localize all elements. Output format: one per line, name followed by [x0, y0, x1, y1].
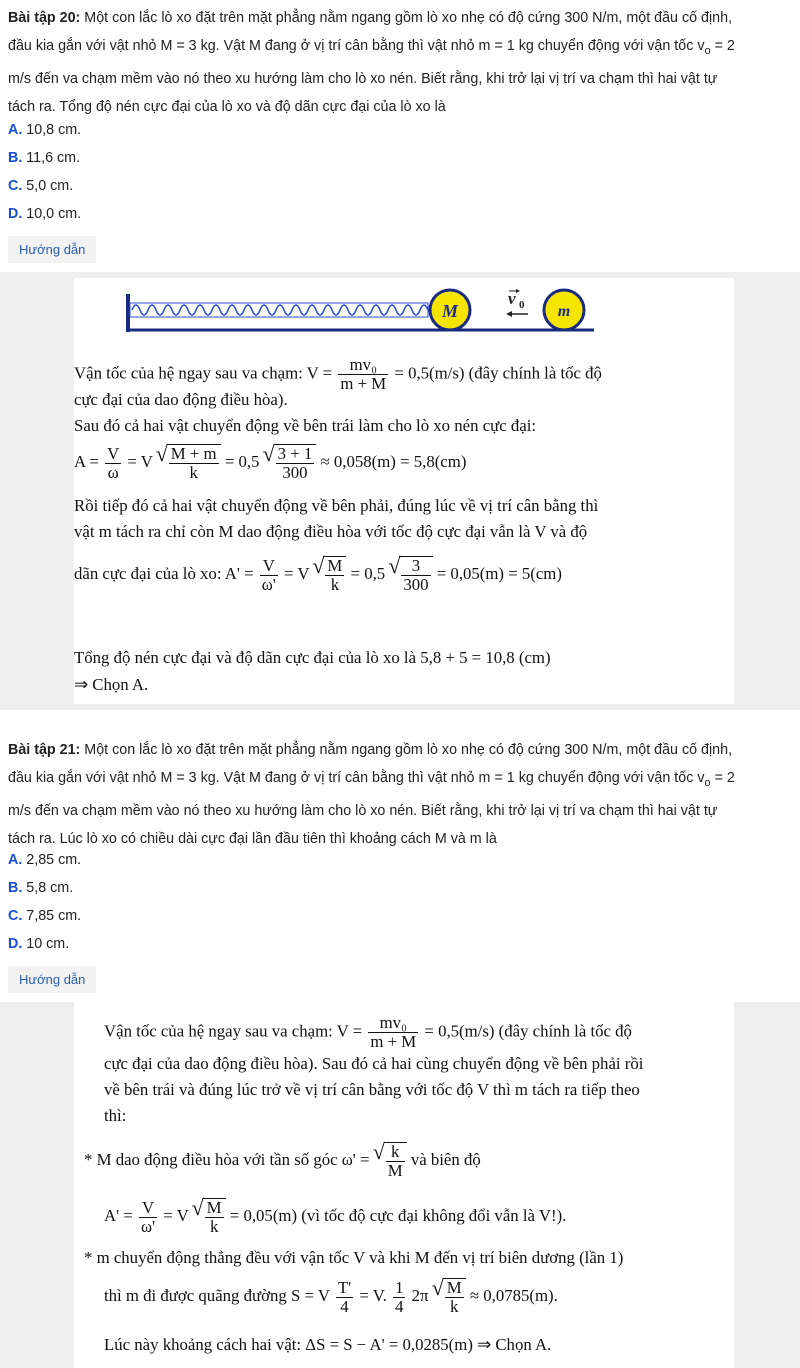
solution-image-q21 — [74, 1002, 734, 1368]
question-21-title: Bài tập 21: — [8, 742, 81, 758]
sol21-line5: * M dao động điều hòa với tần số góc ω' = √ $\frac{k}{M}$ và biên độ — [84, 1142, 481, 1180]
velocity-label: v — [508, 289, 516, 308]
question-20-text: Bài tập 20: Một con lắc lò xo đặt trên mặt phẳng nằm ngang gồm lò xo nhẹ có độ cứng 300 N/m, một đầu cố định, đầu kia gắn với vật nhỏ M = 3 kg. Vật M đang ở vị trí cân bằng thì vật nhỏ m = 1 kg chuyển động với vận tốc $v_o = 2$ m/s đến va chạm mềm vào nó theo xu hướng làm cho lò xo nén. Biết rằng, khi trở lại vị trí va chạm thì hai vật tự tách ra. Tổng độ nén cực đại của lò xo và độ dãn cực đại của lò xo là — [8, 10, 735, 115]
question-21-options — [8, 846, 81, 958]
option-c[interactable]: C. 7,85 cm. — [8, 908, 82, 924]
spring-diagram — [124, 284, 594, 336]
spring-coils — [130, 303, 428, 317]
mass-M-label: M — [441, 301, 459, 321]
sol21-line3: về bên trái và đúng lúc trở về vị trí cân bằng với tốc độ V thì m tách ra tiếp theo — [104, 1080, 640, 1099]
option-a[interactable]: A. 10,8 cm. — [8, 122, 82, 138]
sol20-line9: ⇒ Chọn A. — [74, 675, 149, 694]
option-d[interactable]: D. 10 cm. — [8, 936, 70, 952]
sol20-line5: Rồi tiếp đó cả hai vật chuyển động về bên phải, đúng lúc về vị trí cân bằng thì — [74, 496, 599, 515]
sol20-line1: Vận tốc của hệ ngay sau va chạm: V = $\frac{\text{mv₀}}{m + M}$ = 0,5(m/s) (đây chính là tốc độ — [74, 355, 602, 393]
sol21-line8: thì m đi được quãng đường S = V $\frac{T'}{4}$ = V. $\frac{1}{4}$ 2π √ $\frac{M}{k}$ ≈ 0,0785(m). — [104, 1278, 558, 1316]
sol21-line9: Lúc này khoảng cách hai vật: ΔS = S − A' = 0,0285(m) ⇒ Chọn A. — [104, 1335, 552, 1354]
question-20-title: Bài tập 20: — [8, 10, 81, 26]
solution-image-q20 — [74, 278, 734, 704]
hint-toggle-q20[interactable]: Hướng dẫn — [8, 236, 96, 263]
sol20-line4: A = $\frac{V}{\omega}$ = V √ $\frac{M + m}{k}$ = 0,5 √ $\frac{3 + 1}{300}$ ≈ 0,058(m) = 5,8(cm) — [74, 444, 466, 482]
mass-m-label: m — [557, 303, 571, 320]
sol20-line6: vật m tách ra chỉ còn M dao động điều hòa với tốc độ cực đại vẫn là V và độ — [74, 522, 588, 541]
option-b[interactable]: B. 11,6 cm. — [8, 150, 81, 166]
sol20-line3: Sau đó cả hai vật chuyển động về bên trái làm cho lò xo nén cực đại: — [74, 416, 537, 435]
option-b[interactable]: B. 5,8 cm. — [8, 880, 74, 896]
hint-toggle-q21[interactable]: Hướng dẫn — [8, 966, 96, 993]
sol21-line1: Vận tốc của hệ ngay sau va chạm: V = $\frac{\text{mv₀}}{m + M}$ = 0,5(m/s) (đây chính là tốc độ — [104, 1013, 632, 1051]
sol21-line6: A' = $\frac{V}{\omega'}$ = V √ $\frac{M}{k}$ = 0,05(m) (vì tốc độ cực đại không đổi vẫn là V!). — [104, 1198, 566, 1236]
sol20-line7: dãn cực đại của lò xo: A' = $\frac{V}{\omega'}$ = V √ $\frac{M}{k}$ = 0,5 √ $\frac{3}{300}$ = 0,05(m) = 5(cm) — [74, 556, 562, 594]
solution-panel-q21 — [0, 1002, 800, 1368]
option-a[interactable]: A. 2,85 cm. — [8, 852, 82, 868]
solution-panel-q20 — [0, 272, 800, 710]
question-20-options — [8, 116, 81, 228]
svg-text:0: 0 — [519, 299, 525, 311]
option-c[interactable]: C. 5,0 cm. — [8, 178, 74, 194]
sol21-line4: thì: — [104, 1106, 127, 1125]
option-d[interactable]: D. 10,0 cm. — [8, 206, 82, 222]
sol21-line7: * m chuyển động thẳng đều với vận tốc V và khi M đến vị trí biên dương (lần 1) — [84, 1248, 624, 1267]
sol21-line2: cực đại của dao động điều hòa). Sau đó cả hai cùng chuyển động về bên phải rồi — [104, 1054, 644, 1073]
question-21-text: Bài tập 21: Một con lắc lò xo đặt trên mặt phẳng nằm ngang gồm lò xo nhẹ có độ cứng 300 N/m, một đầu cố định, đầu kia gắn với vật nhỏ M = 3 kg. Vật M đang ở vị trí cân bằng thì vật nhỏ m = 1 kg chuyển động với vận tốc $v_o = 2$ m/s đến va chạm mềm vào nó theo xu hướng làm cho lò xo nén. Biết rằng, khi trở lại vị trí va chạm thì hai vật tự tách ra. Lúc lò xo có chiều dài cực đại lần đầu tiên thì khoảng cách M và m là — [8, 742, 735, 847]
sol20-line2: cực đại của dao động điều hòa). — [74, 390, 288, 409]
sol20-line8: Tổng độ nén cực đại và độ dãn cực đại của lò xo là 5,8 + 5 = 10,8 (cm) — [74, 648, 551, 667]
